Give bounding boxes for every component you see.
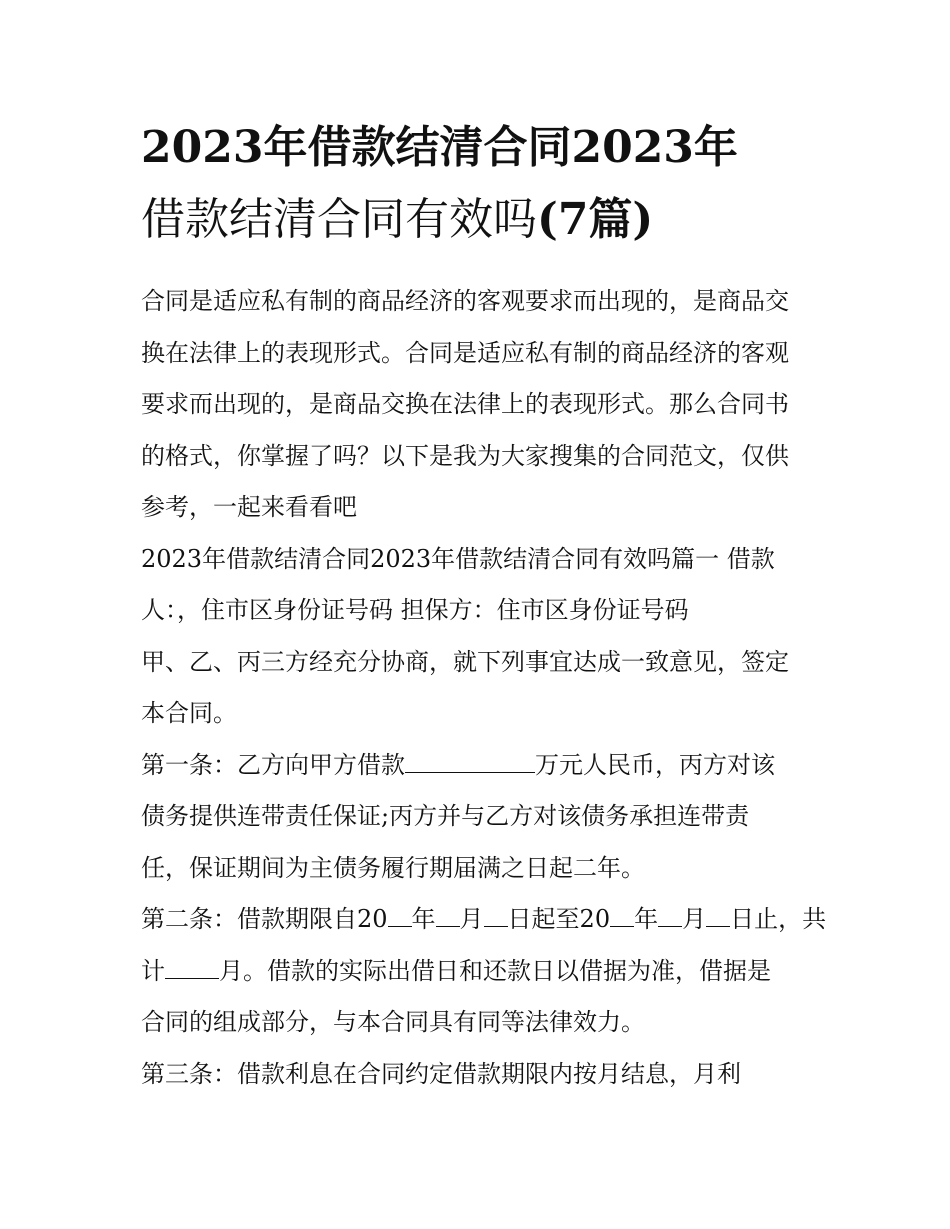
clause-2-text-d: 日起至20: [507, 905, 611, 933]
clause-2-line-3: 合同的组成部分，与本合同具有同等法律效力。: [141, 1008, 645, 1036]
clause-2-line-1: [141, 894, 827, 946]
clause-2-text-h: 计: [141, 956, 165, 985]
title-line-2-count: (7篇): [537, 194, 654, 245]
clause-2-text-e: 年: [634, 905, 659, 933]
clause-2-text-i: 月。借款的实际出借日和还款日以借据为准，借据是: [219, 956, 771, 985]
parties-line: 人：，住市区身份证号码 担保方：住市区身份证号码: [141, 596, 689, 624]
title-line-2: [141, 184, 813, 256]
intro-line-4: 的格式，你掌握了吗？以下是我为大家搜集的合同范文，仅供: [141, 441, 789, 470]
document-body: [141, 276, 827, 1100]
end-year-blank: [610, 904, 634, 927]
title-line-1: 2023年借款结清合同2023年: [141, 122, 738, 173]
end-month-blank: [658, 904, 682, 927]
start-day-blank: [484, 904, 508, 927]
clause-2-line-2: [141, 946, 813, 998]
document-page: [141, 112, 827, 1100]
months-blank: [165, 956, 219, 979]
clause-1-line-2: 债务提供连带责任保证;丙方并与乙方对该债务承担连带责: [141, 802, 750, 830]
intro-line-2: 换在法律上的表现形式。合同是适应私有制的商品经济的客观: [141, 338, 789, 367]
clause-1-line-1: [141, 740, 813, 792]
intro-line-3: 要求而出现的，是商品交换在法律上的表现形式。那么合同书: [141, 390, 789, 418]
clause-1-suffix: 万元人民币，丙方对该: [535, 750, 775, 779]
title-line-2-text: 借款结清合同有效吗: [141, 194, 537, 245]
clause-1-prefix: 第一条：乙方向甲方借款: [141, 750, 405, 779]
section-heading-line: 2023年借款结清合同2023年借款结清合同有效吗篇一 借款: [141, 544, 775, 573]
document-title: [141, 112, 813, 256]
agreement-line-2: 本合同。: [141, 699, 237, 727]
clause-2-text-b: 年: [411, 905, 436, 933]
intro-line-5: 参考，一起来看看吧: [141, 493, 357, 521]
clause-2-text-f: 月: [682, 905, 707, 933]
clause-2-text-c: 月: [459, 905, 484, 933]
end-day-blank: [706, 904, 730, 927]
agreement-line-1: 甲、乙、丙三方经充分协商，就下列事宜达成一致意见，签定: [141, 647, 789, 676]
clause-1-line-3: 任，保证期间为主债务履行期届满之日起二年。: [141, 853, 645, 882]
clause-3-line-1: 第三条：借款利息在合同约定借款期限内按月结息，月利: [141, 1059, 741, 1088]
clause-2-text-g: 日止，共: [730, 905, 827, 933]
clause-2-text-a: 第二条：借款期限自20: [141, 905, 388, 933]
start-year-blank: [388, 904, 412, 927]
start-month-blank: [436, 904, 460, 927]
intro-line-1: 合同是适应私有制的商品经济的客观要求而出现的，是商品交: [141, 287, 789, 315]
amount-blank: [405, 750, 535, 773]
